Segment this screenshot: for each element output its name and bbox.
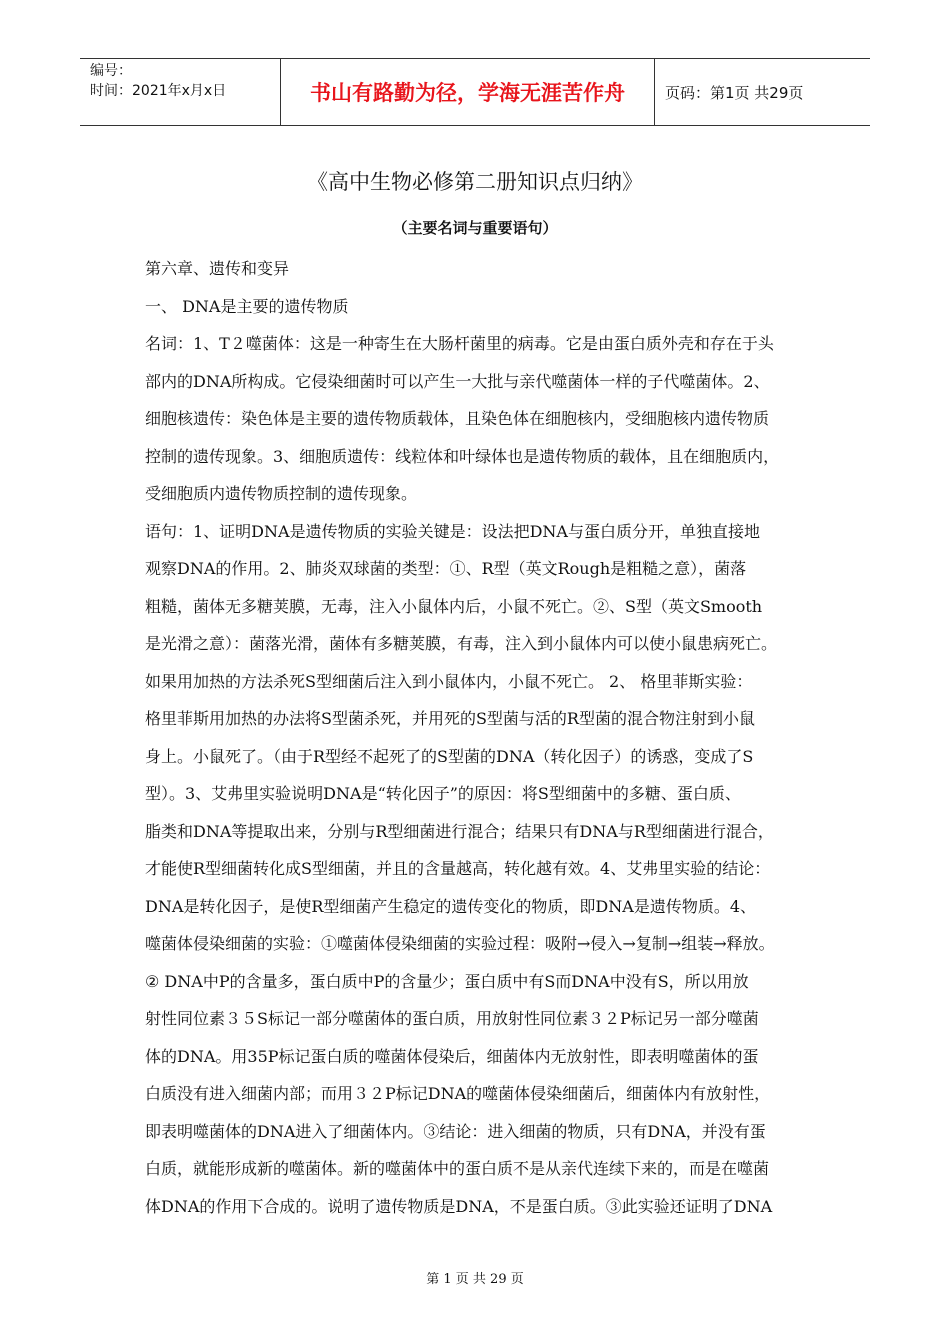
document-body <box>145 250 825 1225</box>
text-line: 即表明噬菌体的DNA进入了细菌体内。③结论：进入细菌的物质，只有DNA，并没有蛋 <box>145 1121 766 1141</box>
text-line: 白质没有进入细菌内部；而用３２P标记DNA的噬菌体侵染细菌后，细菌体内有放射性， <box>145 1084 771 1103</box>
header-page-info: 页码：第1页 共29页 <box>665 83 804 102</box>
text-line: 控制的遗传现象。3、细胞质遗传：线粒体和叶绿体也是遗传物质的载体，且在细胞质内， <box>145 446 780 466</box>
document-subtitle: （主要名词与重要语句） <box>392 219 558 237</box>
text-line: 型）。3、艾弗里实验说明DNA是“转化因子”的原因：将S型细菌中的多糖、蛋白质、 <box>145 784 741 803</box>
text-line: 语句：1、证明DNA是遗传物质的实验关键是：设法把DNA与蛋白质分开，单独直接地 <box>145 521 760 541</box>
header-motto-cell <box>281 59 655 125</box>
page-header <box>80 58 870 126</box>
text-line: 射性同位素３５S标记一部分噬菌体的蛋白质，用放射性同位素３２P标记另一部分噬菌 <box>145 1009 759 1028</box>
text-line: 如果用加热的方法杀死S型细菌后注入到小鼠体内，小鼠不死亡。 2、 格里菲斯实验： <box>145 671 753 691</box>
text-line: 细胞核遗传：染色体是主要的遗传物质载体，且染色体在细胞核内，受细胞核内遗传物质 <box>145 409 770 428</box>
text-line: 是光滑之意）：菌落光滑，菌体有多糖荚膜，有毒，注入到小鼠体内可以使小鼠患病死亡。 <box>145 634 778 653</box>
text-line: 第六章、遗传和变异 <box>145 259 290 278</box>
text-line: 一、 DNA是主要的遗传物质 <box>145 296 349 316</box>
text-line: 粗糙，菌体无多糖荚膜，无毒，注入小鼠体内后，小鼠不死亡。②、S型（英文Smooth <box>145 596 763 616</box>
text-line: 白质，就能形成新的噬菌体。新的噬菌体中的蛋白质不是从亲代连续下来的，而是在噬菌 <box>145 1159 770 1178</box>
header-motto: 书山有路勤为径，学海无涯苦作舟 <box>310 81 625 105</box>
document-title: 《高中生物必修第二册知识点归纳》 <box>307 170 643 194</box>
text-line: 身上。小鼠死了。（由于R型经不起死了的S型菌的DNA（转化因子）的诱惑，变成了S <box>145 746 754 766</box>
text-line: 受细胞质内遗传物质控制的遗传现象。 <box>145 484 418 503</box>
text-line: 格里菲斯用加热的办法将S型菌杀死，并用死的S型菌与活的R型菌的混合物注射到小鼠 <box>145 709 755 728</box>
text-line: 体的DNA。用35P标记蛋白质的噬菌体侵染后，细菌体内无放射性，即表明噬菌体的蛋 <box>145 1046 759 1066</box>
text-line: 观察DNA的作用。2、肺炎双球菌的类型：①、R型（英文Rough是粗糙之意），菌落 <box>145 559 747 578</box>
page-footer: 第 1 页 共 29 页 <box>426 1272 524 1287</box>
text-line: 脂类和DNA等提取出来，分别与R型细菌进行混合；结果只有DNA与R型细菌进行混合， <box>145 821 774 841</box>
document-time-label: 时间：2021年x月x日 <box>90 83 227 99</box>
text-line: 噬菌体侵染细菌的实验：①噬菌体侵染细菌的实验过程：吸附→侵入→复制→组装→释放。 <box>145 934 775 953</box>
text-line: ② DNA中P的含量多，蛋白质中P的含量少；蛋白质中有S而DNA中没有S，所以用放 <box>145 971 749 991</box>
text-line: 体DNA的作用下合成的。说明了遗传物质是DNA，不是蛋白质。③此实验还证明了DNA <box>145 1196 773 1216</box>
text-line: 部内的DNA所构成。它侵染细菌时可以产生一大批与亲代噬菌体一样的子代噬菌体。2、 <box>145 371 770 391</box>
text-line: 才能使R型细菌转化成S型细菌，并且的含量越高，转化越有效。4、艾弗里实验的结论： <box>145 859 771 878</box>
text-line: 名词：1、T２噬菌体：这是一种寄生在大肠杆菌里的病毒。它是由蛋白质外壳和存在于头 <box>145 334 774 353</box>
document-number-label: 编号： <box>90 63 132 79</box>
text-line: DNA是转化因子，是使R型细菌产生稳定的遗传变化的物质，即DNA是遗传物质。4、 <box>145 896 756 916</box>
header-meta <box>80 59 281 125</box>
